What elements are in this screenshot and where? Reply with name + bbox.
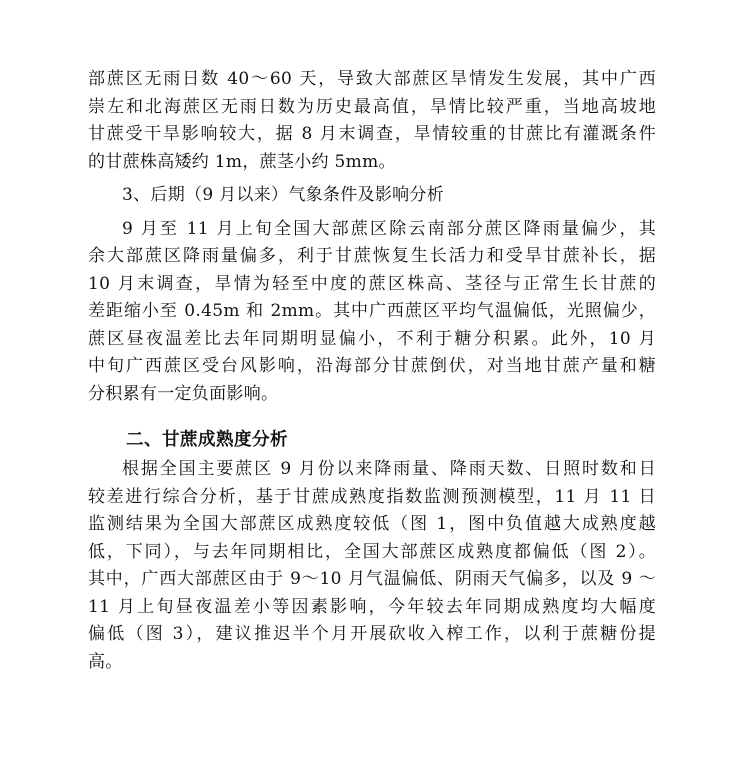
paragraph-later-period [88,216,656,409]
text-line: 崇左和北海蔗区无雨日数为历史最高值，旱情比较严重，当地高坡地 [88,96,656,117]
text-line: 偏低（图 3），建议推迟半个月开展砍收入榨工作，以利于蔗糖份提 [88,624,656,644]
text-line: 10 月末调查，旱情为轻至中度的蔗区株高、茎径与正常生长甘蔗的 [88,273,656,294]
text-line: 甘蔗受干旱影响较大，据 8 月末调查，旱情较重的甘蔗比有灌溉条件 [88,124,656,144]
paragraph-maturity-analysis [88,456,656,676]
document-page [88,66,656,676]
text-line: 监测结果为全国大部蔗区成熟度较低（图 1，图中负值越大成熟度越 [88,514,656,534]
text-line: 中旬广西蔗区受台风影响，沿海部分甘蔗倒伏，对当地甘蔗产量和糖 [88,356,656,376]
paragraph-drought-impact [88,66,656,176]
text-line: 分积累有一定负面影响。 [88,383,279,404]
text-line: 根据全国主要蔗区 9 月份以来降雨量、降雨天数、日照时数和日 [122,459,656,479]
text-line: 11 月上旬昼夜温差小等因素影响，今年较去年同期成熟度均大幅度 [88,596,656,617]
subheading-later-period: 3、后期（9 月以来）气象条件及影响分析 [122,185,445,205]
text-line: 的甘蔗株高矮约 1m，蔗茎小约 5mm。 [88,151,396,172]
text-line: 高。 [88,651,123,672]
text-line: 蔗区昼夜温差比去年同期明显偏小，不利于糖分积累。此外，10 月 [88,328,656,349]
text-line: 差距缩小至 0.45m 和 2mm。其中广西蔗区平均气温偏低，光照偏少， [88,301,656,321]
text-line: 部蔗区无雨日数 40～60 天，导致大部蔗区旱情发生发展，其中广西 [88,69,656,89]
text-line: 较差进行综合分析，基于甘蔗成熟度指数监测预测模型，11 月 11 日 [88,486,656,507]
text-line: 9 月至 11 月上旬全国大部蔗区除云南部分蔗区降雨量偏少，其 [122,218,656,239]
text-line: 低，下同），与去年同期相比，全国大部蔗区成熟度都偏低（图 2）。 [88,541,656,562]
section-heading-maturity: 二、甘蔗成熟度分析 [126,430,288,450]
text-line: 其中，广西大部蔗区由于 9～10 月气温偏低、阴雨天气偏多，以及 9 ～ [88,569,656,589]
text-line: 余大部蔗区降雨量偏多，利于甘蔗恢复生长活力和受旱甘蔗补长，据 [88,246,656,266]
